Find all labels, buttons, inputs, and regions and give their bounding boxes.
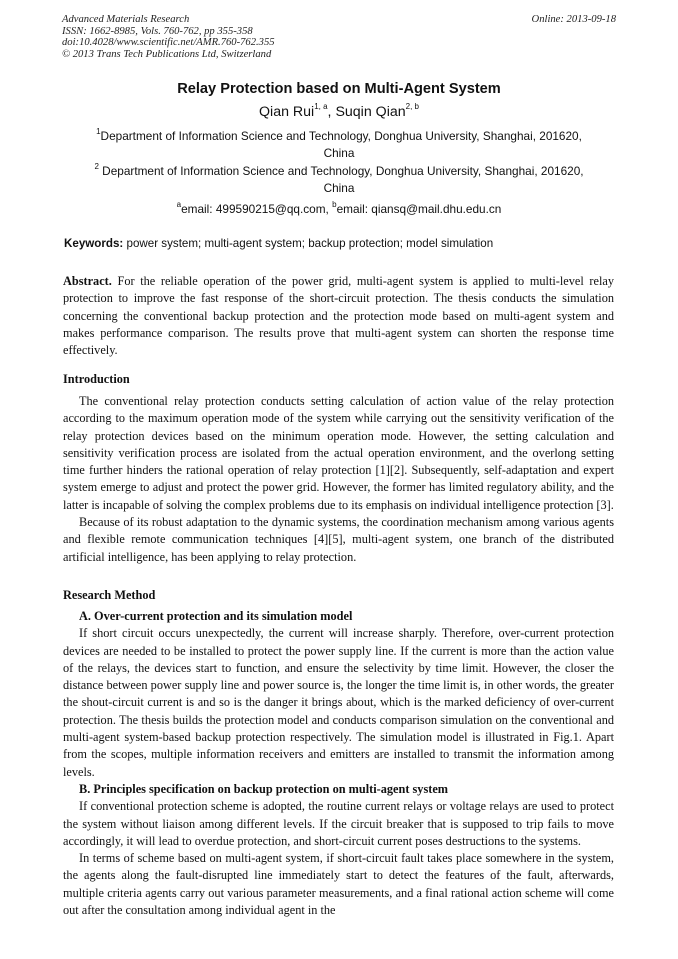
introduction-paragraph-2: Because of its robust adaptation to the dynamic systems, the coordination mechanism among various agents and flexible remote communication techniques [4][5], multi-agent system, one branch of the distributed artificial intelligence, has been applying to relay protection. (63, 515, 614, 564)
keywords (64, 236, 616, 252)
introduction-heading: Introduction (63, 372, 130, 386)
keywords-text: power system; multi-agent system; backup protection; model simulation (123, 237, 494, 250)
introduction-body (63, 393, 614, 566)
copyright-line: © 2013 Trans Tech Publications Ltd, Switzerland (62, 48, 272, 60)
subsection-b-paragraph-1: If conventional protection scheme is adopted, the routine current relays or voltage relays are used to protect the system without liaison among different levels. If the circuit breaker that is supposed to trip fails to move accordingly, it will lead to overdue protection, and short-circuit current poses destructions to the systems. (63, 799, 614, 848)
journal-header (62, 14, 616, 60)
subsection-b-heading: B. Principles specification on backup protection on multi-agent system (79, 781, 449, 796)
affiliation-1-country: China (323, 146, 355, 160)
author-2-sup: 2, b (405, 102, 419, 112)
keywords-label: Keywords: (64, 237, 124, 250)
research-method-body (63, 608, 614, 919)
journal-name: Advanced Materials Research (62, 14, 190, 25)
author-line (62, 103, 616, 121)
email-line (62, 201, 616, 218)
author-1: Qian Rui (259, 104, 315, 120)
affiliation-1-text: Department of Information Science and Technology, Donghua University, Shanghai, 201620, (100, 129, 582, 143)
affiliation-2 (62, 163, 616, 197)
subsection-b-paragraph-2: In terms of scheme based on multi-agent system, if short-circuit fault takes place somewhere in the system, the agents along the fault-disrupted line immediately start to detect the features of the fault, afterwards, multiple criteria agents carry out various parameter measurements, and a final rational action scheme will come out after the consultation among individual agent in the (63, 851, 614, 918)
affiliation-1-sup: 1 (96, 127, 101, 137)
abstract (63, 273, 614, 359)
research-method-heading: Research Method (63, 588, 156, 602)
affiliation-2-sup: 2 (94, 162, 99, 172)
author-separator: , (327, 104, 336, 120)
subsection-a-paragraph: If short circuit occurs unexpectedly, the current will increase sharply. Therefore, over-current protection devices are needed to be installed to protect the power supply line. If the current is more than the action value of the relays, the devices start to function, and ensure the selectivity by time limit. However, the closer the distance between power supply line and power source is, the longer the time limit is, in other words, the greater the shout-circuit current is and so is the danger it brings about, which is the marked deficiency of over-current protection. The thesis builds the protection model and conducts comparison simulation on the conventional and multi-agent system-based backup protection respectively. The simulation model is illustrated in Fig.1. Apart from the scopes, multiple information receivers and emitters are installed to transmit the information among levels. (63, 626, 614, 779)
introduction-paragraph-1: The conventional relay protection conducts setting calculation of action value of the relay protection according to the maximum operation mode of the system while carrying out the sensitivity verification of the relay protection devices based on the minimum operation mode. However, the setting calculation and sensitivity verification process are isolated from the actual operation environment, and the overlong setting time further hinders the rational operation of relay protection [1][2]. Subsequently, self-adaptation and expert system emerge to adjust and protect the power grid. However, the former has limited regulatory ability, and the latter is incapable of solving the complex problems due to its emphasis on individual intelligence protection [3]. (63, 394, 614, 512)
abstract-label: Abstract. (63, 274, 112, 288)
author-2: Suqin Qian (335, 104, 406, 120)
abstract-text: For the reliable operation of the power grid, multi-agent system is applied to multi-level relay protection to improve the fast response of the short-circuit protection. The thesis conducts the simulation concerning the conventional backup protection and the protection mode based on multi-agent system and makes performance comparison. The results prove that multi-agent system can shorten the response time effectively. (63, 274, 614, 358)
email-b: email: qiansq@mail.dhu.edu.cn (336, 202, 502, 216)
affiliation-2-country: China (323, 181, 355, 195)
subsection-a-heading: A. Over-current protection and its simulation model (79, 609, 353, 623)
issn-line: ISSN: 1662-8985, Vols. 760-762, pp 355-358 (62, 25, 253, 37)
paper-title: Relay Protection based on Multi-Agent System (177, 81, 501, 97)
email-b-sup: b (332, 200, 337, 210)
doi-line: doi:10.4028/www.scientific.net/AMR.760-762.355 (62, 37, 275, 49)
author-1-sup: 1, a (314, 102, 328, 112)
affiliation-1 (62, 128, 616, 162)
email-a: email: 499590215@qq.com, (181, 202, 333, 216)
email-a-sup: a (176, 200, 182, 210)
online-date: Online: 2013-09-18 (531, 14, 616, 25)
affiliation-2-text: Department of Information Science and Technology, Donghua University, Shanghai, 201620, (98, 164, 584, 178)
